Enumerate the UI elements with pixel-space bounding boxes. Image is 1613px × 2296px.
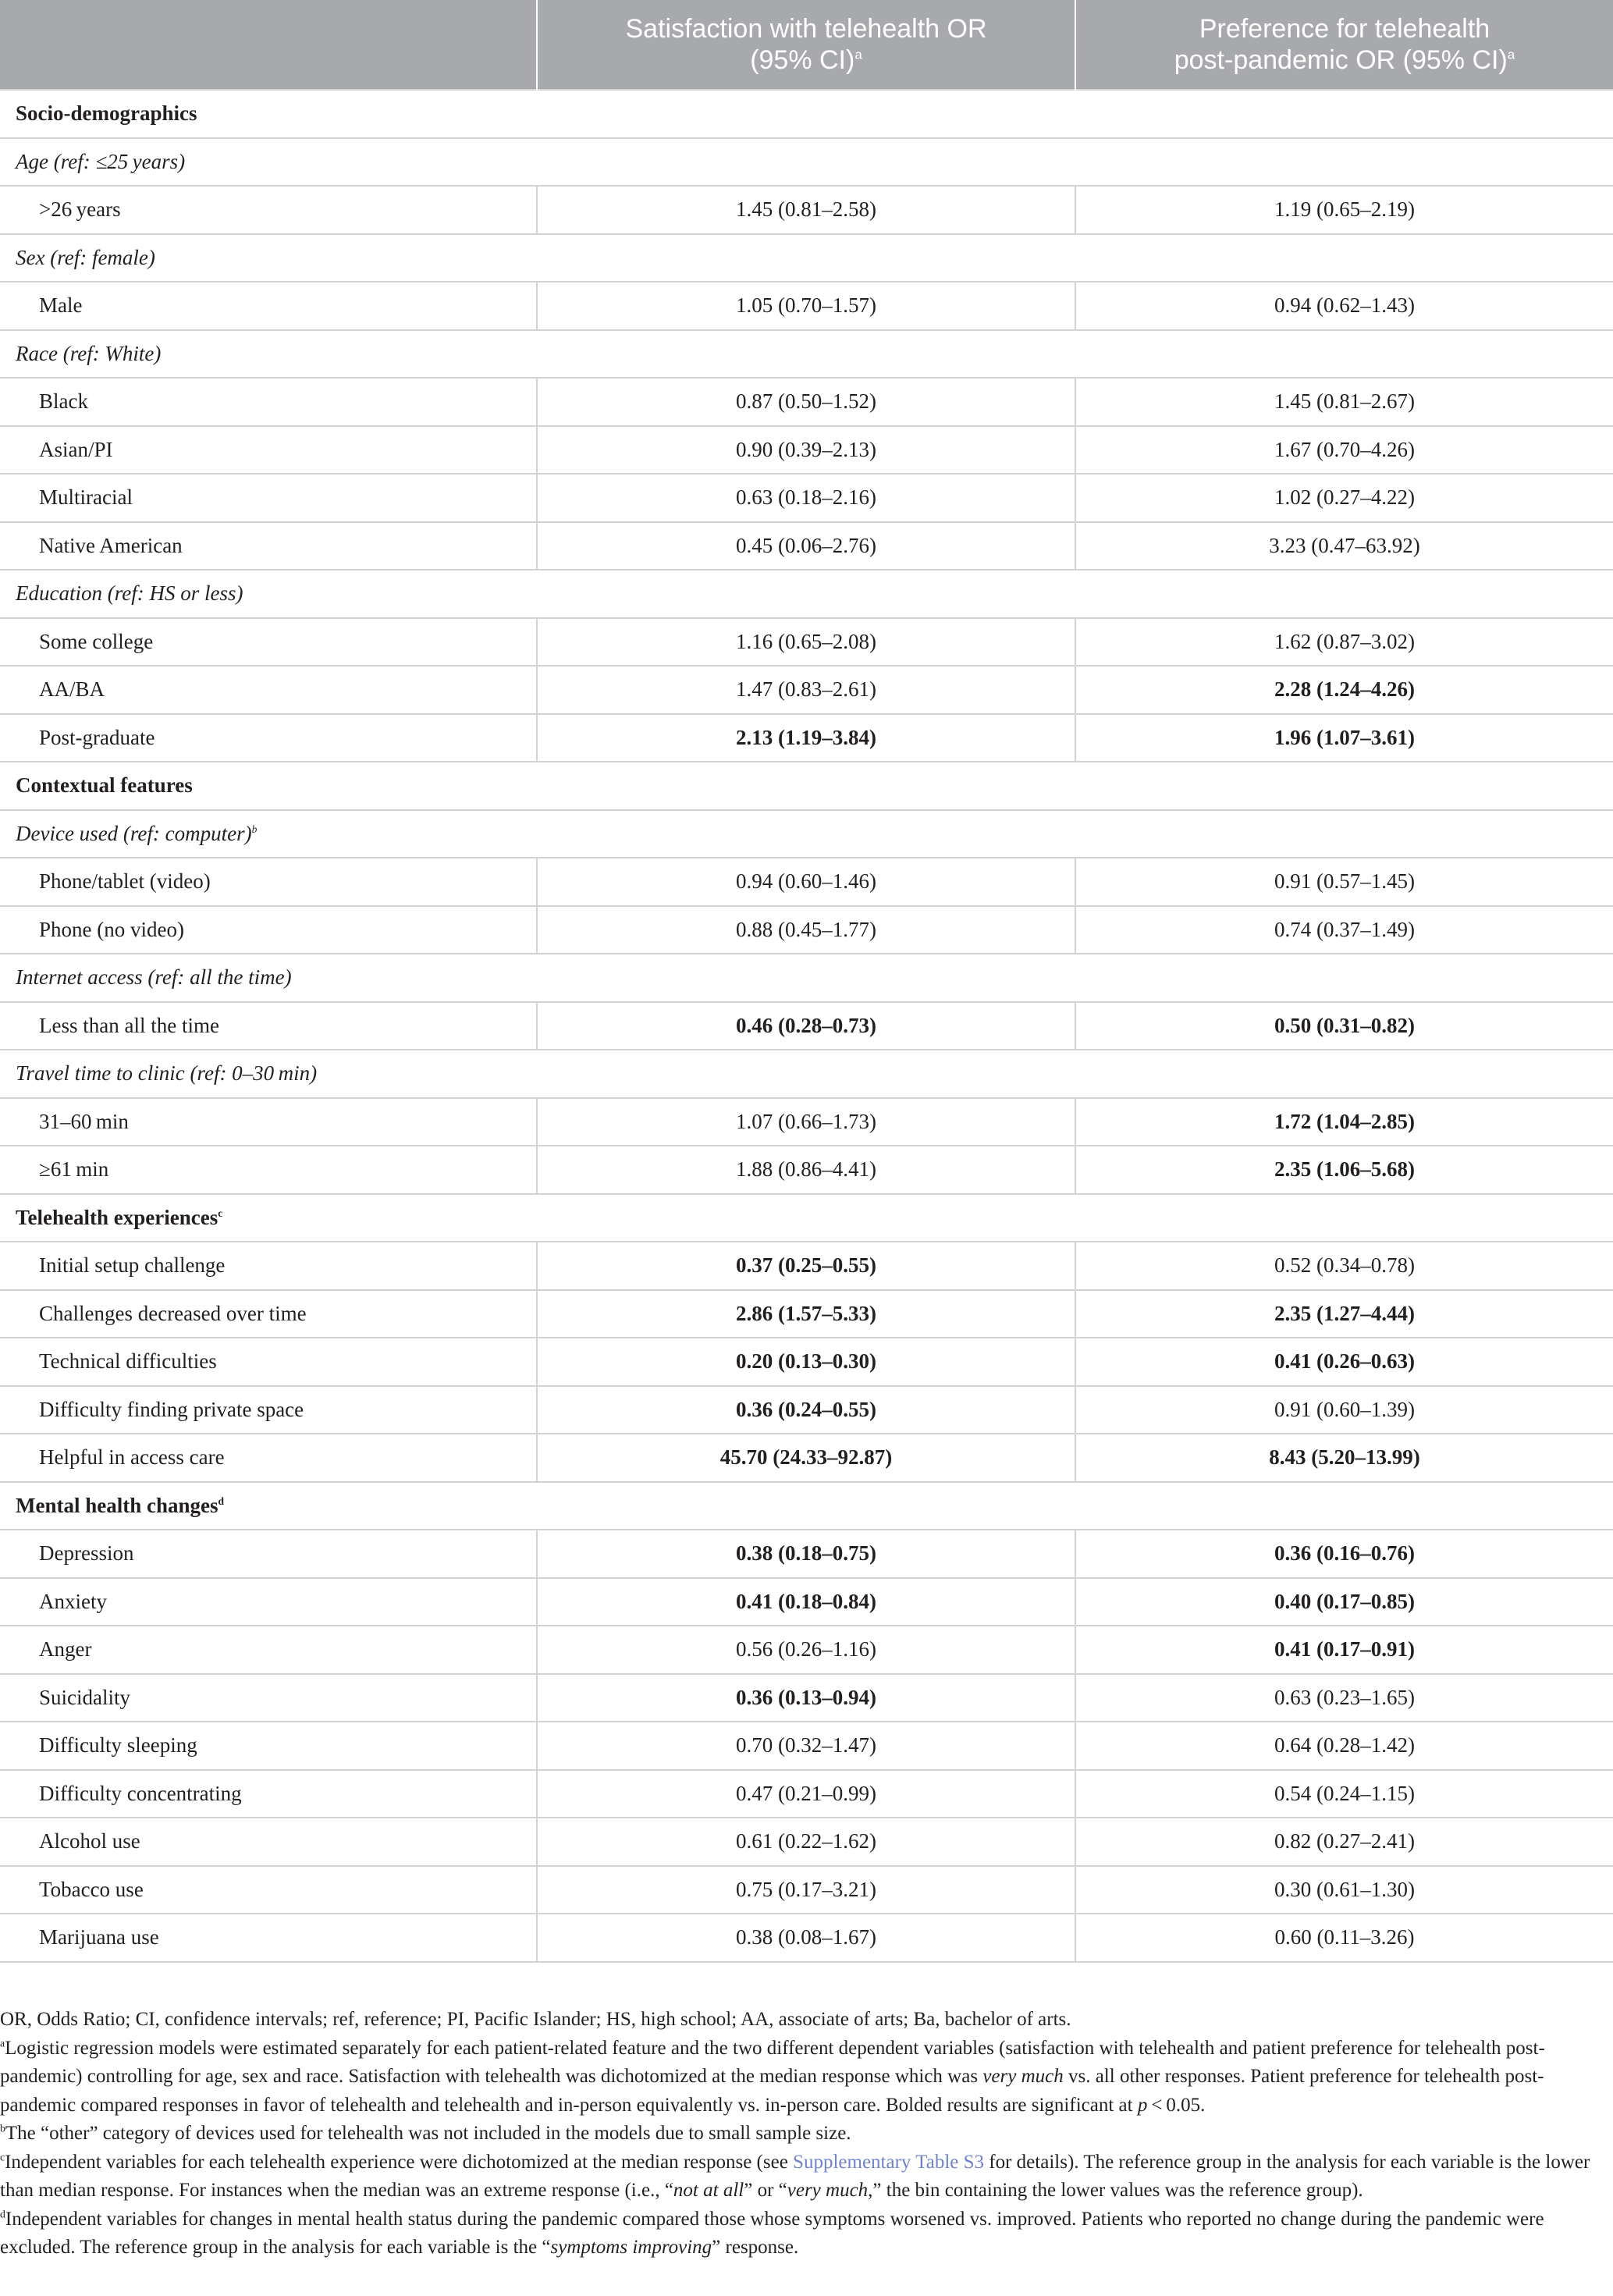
row-label: Challenges decreased over time <box>0 1290 537 1338</box>
satisfaction-or-value: 0.36 (0.24–0.55) <box>537 1386 1075 1434</box>
table-row <box>0 1434 1613 1482</box>
table-row <box>0 1578 1613 1626</box>
row-label: Difficulty concentrating <box>0 1770 537 1818</box>
preference-or-value: 0.40 (0.17–0.85) <box>1075 1578 1613 1626</box>
table-row <box>0 618 1613 666</box>
header-preference-sup: a <box>1507 47 1515 62</box>
table-row <box>0 1770 1613 1818</box>
row-label: Less than all the time <box>0 1002 537 1050</box>
row-label: Male <box>0 282 537 330</box>
heading-label: Race (ref: White) <box>16 341 162 365</box>
preference-or-value: 0.91 (0.57–1.45) <box>1075 858 1613 906</box>
table-row <box>0 1626 1613 1674</box>
row-label: Asian/PI <box>0 426 537 474</box>
heading-label: Sex (ref: female) <box>16 245 155 269</box>
section-heading <box>0 1194 1613 1242</box>
satisfaction-or-value: 1.47 (0.83–2.61) <box>537 666 1075 714</box>
footnote-b <box>0 2120 1592 2149</box>
footnote-a-emphasis: very much <box>982 2066 1064 2087</box>
row-label: Suicidality <box>0 1674 537 1722</box>
table-row <box>0 1242 1613 1290</box>
table-row <box>0 1098 1613 1146</box>
preference-or-value: 1.02 (0.27–4.22) <box>1075 474 1613 522</box>
preference-or-value: 2.35 (1.06–5.68) <box>1075 1146 1613 1194</box>
table-row <box>0 378 1613 426</box>
row-label: Difficulty finding private space <box>0 1386 537 1434</box>
table-row <box>0 282 1613 330</box>
preference-or-value: 0.50 (0.31–0.82) <box>1075 1002 1613 1050</box>
table-row <box>0 1338 1613 1386</box>
header-satisfaction <box>537 0 1075 90</box>
heading-label: Telehealth experiences <box>16 1205 219 1229</box>
satisfaction-or-value: 0.88 (0.45–1.77) <box>537 906 1075 954</box>
subgroup-heading <box>0 1050 1613 1098</box>
footnote-a-p: p <box>1137 2094 1148 2116</box>
satisfaction-or-value: 0.38 (0.18–0.75) <box>537 1530 1075 1578</box>
row-label: Phone/tablet (video) <box>0 858 537 906</box>
satisfaction-or-value: 0.63 (0.18–2.16) <box>537 474 1075 522</box>
satisfaction-or-value: 0.20 (0.13–0.30) <box>537 1338 1075 1386</box>
satisfaction-or-value: 0.37 (0.25–0.55) <box>537 1242 1075 1290</box>
preference-or-value: 1.62 (0.87–3.02) <box>1075 618 1613 666</box>
footnote-d-text1: Independent variables for changes in mental health status during the pandemic compared those whose symptoms worsened vs. improved. Patients who reported no change during the pandemic were excluded. The reference group in the analysis for each variable is the “ <box>0 2208 1544 2258</box>
row-label: Technical difficulties <box>0 1338 537 1386</box>
section-heading <box>0 90 1613 138</box>
row-label: Helpful in access care <box>0 1434 537 1482</box>
table-row <box>0 1290 1613 1338</box>
satisfaction-or-value: 0.38 (0.08–1.67) <box>537 1914 1075 1962</box>
preference-or-value: 0.41 (0.17–0.91) <box>1075 1626 1613 1674</box>
footnote-a-text3: < 0.05. <box>1147 2094 1206 2116</box>
footnote-b-text: The “other” category of devices used for telehealth was not included in the models due to small sample size. <box>5 2123 851 2144</box>
section-heading <box>0 1482 1613 1530</box>
footnote-a-mark: a <box>0 2037 5 2049</box>
table-row <box>0 1818 1613 1866</box>
heading-footnote-mark: d <box>218 1495 225 1507</box>
row-label: 31–60 min <box>0 1098 537 1146</box>
section-heading-row <box>0 1482 1613 1530</box>
preference-or-value: 0.82 (0.27–2.41) <box>1075 1818 1613 1866</box>
row-label: Anxiety <box>0 1578 537 1626</box>
satisfaction-or-value: 0.56 (0.26–1.16) <box>537 1626 1075 1674</box>
satisfaction-or-value: 2.13 (1.19–3.84) <box>537 714 1075 762</box>
heading-footnote-mark: b <box>251 823 258 835</box>
header-satisfaction-sup: a <box>854 47 862 62</box>
header-satisfaction-line1: Satisfaction with telehealth OR <box>625 14 987 44</box>
footnote-c-text4: ,” the bin containing the lower values was the reference group). <box>868 2180 1363 2201</box>
table-row <box>0 906 1613 954</box>
footnote-d <box>0 2205 1592 2262</box>
table-header <box>0 0 1613 90</box>
preference-or-value: 2.28 (1.24–4.26) <box>1075 666 1613 714</box>
satisfaction-or-value: 1.88 (0.86–4.41) <box>537 1146 1075 1194</box>
row-label: Difficulty sleeping <box>0 1722 537 1770</box>
satisfaction-or-value: 0.70 (0.32–1.47) <box>537 1722 1075 1770</box>
subgroup-heading-row <box>0 138 1613 187</box>
row-label: Multiracial <box>0 474 537 522</box>
subgroup-heading-row <box>0 1050 1613 1098</box>
row-label: AA/BA <box>0 666 537 714</box>
subgroup-heading <box>0 138 1613 187</box>
header-preference-line1: Preference for telehealth <box>1199 14 1490 44</box>
table-row <box>0 1866 1613 1914</box>
preference-or-value: 0.36 (0.16–0.76) <box>1075 1530 1613 1578</box>
satisfaction-or-value: 1.45 (0.81–2.58) <box>537 186 1075 234</box>
table-row <box>0 1146 1613 1194</box>
row-label: Depression <box>0 1530 537 1578</box>
row-label: Post-graduate <box>0 714 537 762</box>
heading-label: Internet access (ref: all the time) <box>16 965 292 990</box>
preference-or-value: 3.23 (0.47–63.92) <box>1075 522 1613 570</box>
satisfaction-or-value: 0.41 (0.18–0.84) <box>537 1578 1075 1626</box>
preference-or-value: 1.67 (0.70–4.26) <box>1075 426 1613 474</box>
row-label: Some college <box>0 618 537 666</box>
row-label: Initial setup challenge <box>0 1242 537 1290</box>
footnote-c-emphasis1: not at all <box>673 2180 744 2201</box>
row-label: Marijuana use <box>0 1914 537 1962</box>
table-row <box>0 522 1613 570</box>
subgroup-heading-row <box>0 570 1613 618</box>
satisfaction-or-value: 1.05 (0.70–1.57) <box>537 282 1075 330</box>
row-label: Black <box>0 378 537 426</box>
row-label: >26 years <box>0 186 537 234</box>
row-label: Anger <box>0 1626 537 1674</box>
row-label: Alcohol use <box>0 1818 537 1866</box>
row-label: Tobacco use <box>0 1866 537 1914</box>
heading-label: Socio-demographics <box>16 101 197 126</box>
satisfaction-or-value: 0.87 (0.50–1.52) <box>537 378 1075 426</box>
header-preference <box>1075 0 1613 90</box>
footnote-c-text2: for details). The reference group in the analysis for each variable is the lower than median response. For instances when the median was an extreme response (i.e., “ <box>0 2151 1590 2201</box>
subgroup-heading <box>0 954 1613 1002</box>
heading-label: Device used (ref: computer) <box>16 821 252 845</box>
satisfaction-or-value: 1.16 (0.65–2.08) <box>537 618 1075 666</box>
table-row <box>0 1722 1613 1770</box>
subgroup-heading <box>0 330 1613 379</box>
preference-or-value: 2.35 (1.27–4.44) <box>1075 1290 1613 1338</box>
satisfaction-or-value: 0.94 (0.60–1.46) <box>537 858 1075 906</box>
section-heading-row <box>0 90 1613 138</box>
preference-or-value: 0.74 (0.37–1.49) <box>1075 906 1613 954</box>
subgroup-heading-row <box>0 330 1613 379</box>
satisfaction-or-value: 0.75 (0.17–3.21) <box>537 1866 1075 1914</box>
heading-label: Travel time to clinic (ref: 0–30 min) <box>16 1061 318 1086</box>
table-row <box>0 1386 1613 1434</box>
footnote-c-emphasis2: very much <box>787 2180 869 2201</box>
table-row <box>0 1914 1613 1962</box>
heading-label: Contextual features <box>16 773 193 798</box>
footnote-d-mark: d <box>0 2208 5 2220</box>
footnote-d-text2: ” response. <box>712 2237 799 2258</box>
table-row <box>0 1530 1613 1578</box>
header-satisfaction-line2: (95% CI) <box>750 45 855 75</box>
footnote-abbreviations: OR, Odds Ratio; CI, confidence intervals; ref, reference; PI, Pacific Islander; HS, high school; AA, associate of arts; Ba, bachelor of arts. <box>0 2009 1071 2030</box>
satisfaction-or-value: 0.61 (0.22–1.62) <box>537 1818 1075 1866</box>
footnote-d-emphasis: symptoms improving <box>550 2237 712 2258</box>
section-heading-row <box>0 762 1613 810</box>
preference-or-value: 0.94 (0.62–1.43) <box>1075 282 1613 330</box>
footnote-a-text1: Logistic regression models were estimated separately for each patient-related feature and the two different dependent variables (satisfaction with telehealth and patient preference for telehealth post-pandemic) controlling for age, sex and race. Satisfaction with telehealth was dichotomized at the median response which was <box>0 2037 1545 2087</box>
satisfaction-or-value: 0.90 (0.39–2.13) <box>537 426 1075 474</box>
table-row <box>0 858 1613 906</box>
table-footnotes <box>0 2006 1592 2262</box>
preference-or-value: 0.52 (0.34–0.78) <box>1075 1242 1613 1290</box>
preference-or-value: 0.30 (0.61–1.30) <box>1075 1866 1613 1914</box>
satisfaction-or-value: 45.70 (24.33–92.87) <box>537 1434 1075 1482</box>
subgroup-heading <box>0 570 1613 618</box>
footnote-c <box>0 2149 1592 2205</box>
section-heading-row <box>0 1194 1613 1242</box>
footnote-c-text3: ” or “ <box>744 2180 787 2201</box>
table-row <box>0 666 1613 714</box>
satisfaction-or-value: 0.45 (0.06–2.76) <box>537 522 1075 570</box>
heading-label: Mental health changes <box>16 1493 219 1517</box>
footnote-c-mark: c <box>0 2151 5 2163</box>
preference-or-value: 1.96 (1.07–3.61) <box>1075 714 1613 762</box>
table-row <box>0 186 1613 234</box>
footnote-a-text2: vs. all other responses. Patient preference for telehealth post-pandemic compared responses in favor of telehealth and telehealth and in-person equivalently vs. in-person care. Bolded results are significant at <box>0 2066 1544 2116</box>
heading-label: Education (ref: HS or less) <box>16 581 243 606</box>
preference-or-value: 0.63 (0.23–1.65) <box>1075 1674 1613 1722</box>
preference-or-value: 0.41 (0.26–0.63) <box>1075 1338 1613 1386</box>
heading-label: Age (ref: ≤25 years) <box>16 149 186 173</box>
subgroup-heading-row <box>0 234 1613 283</box>
satisfaction-or-value: 2.86 (1.57–5.33) <box>537 1290 1075 1338</box>
table-row <box>0 1002 1613 1050</box>
header-preference-line2: post-pandemic OR (95% CI) <box>1174 45 1508 75</box>
supplementary-table-link[interactable]: Supplementary Table S3 <box>793 2151 985 2173</box>
row-label: Native American <box>0 522 537 570</box>
subgroup-heading-row <box>0 954 1613 1002</box>
subgroup-heading <box>0 810 1613 858</box>
section-heading <box>0 762 1613 810</box>
subgroup-heading <box>0 234 1613 283</box>
satisfaction-or-value: 0.46 (0.28–0.73) <box>537 1002 1075 1050</box>
row-label: ≥61 min <box>0 1146 537 1194</box>
preference-or-value: 0.60 (0.11–3.26) <box>1075 1914 1613 1962</box>
footnote-c-text1: Independent variables for each telehealth experience were dichotomized at the median response (see <box>5 2151 794 2173</box>
preference-or-value: 0.91 (0.60–1.39) <box>1075 1386 1613 1434</box>
subgroup-heading-row <box>0 810 1613 858</box>
preference-or-value: 1.19 (0.65–2.19) <box>1075 186 1613 234</box>
satisfaction-or-value: 0.47 (0.21–0.99) <box>537 1770 1075 1818</box>
header-blank-cell <box>0 0 537 90</box>
heading-footnote-mark: c <box>218 1207 223 1219</box>
table-row <box>0 1674 1613 1722</box>
table-row <box>0 426 1613 474</box>
preference-or-value: 0.54 (0.24–1.15) <box>1075 1770 1613 1818</box>
table-row <box>0 714 1613 762</box>
preference-or-value: 0.64 (0.28–1.42) <box>1075 1722 1613 1770</box>
table-row <box>0 474 1613 522</box>
preference-or-value: 1.45 (0.81–2.67) <box>1075 378 1613 426</box>
row-label: Phone (no video) <box>0 906 537 954</box>
satisfaction-or-value: 1.07 (0.66–1.73) <box>537 1098 1075 1146</box>
table-body <box>0 90 1613 1962</box>
satisfaction-or-value: 0.36 (0.13–0.94) <box>537 1674 1075 1722</box>
preference-or-value: 1.72 (1.04–2.85) <box>1075 1098 1613 1146</box>
footnote-b-mark: b <box>0 2122 5 2134</box>
footnote-a <box>0 2035 1592 2120</box>
preference-or-value: 8.43 (5.20–13.99) <box>1075 1434 1613 1482</box>
